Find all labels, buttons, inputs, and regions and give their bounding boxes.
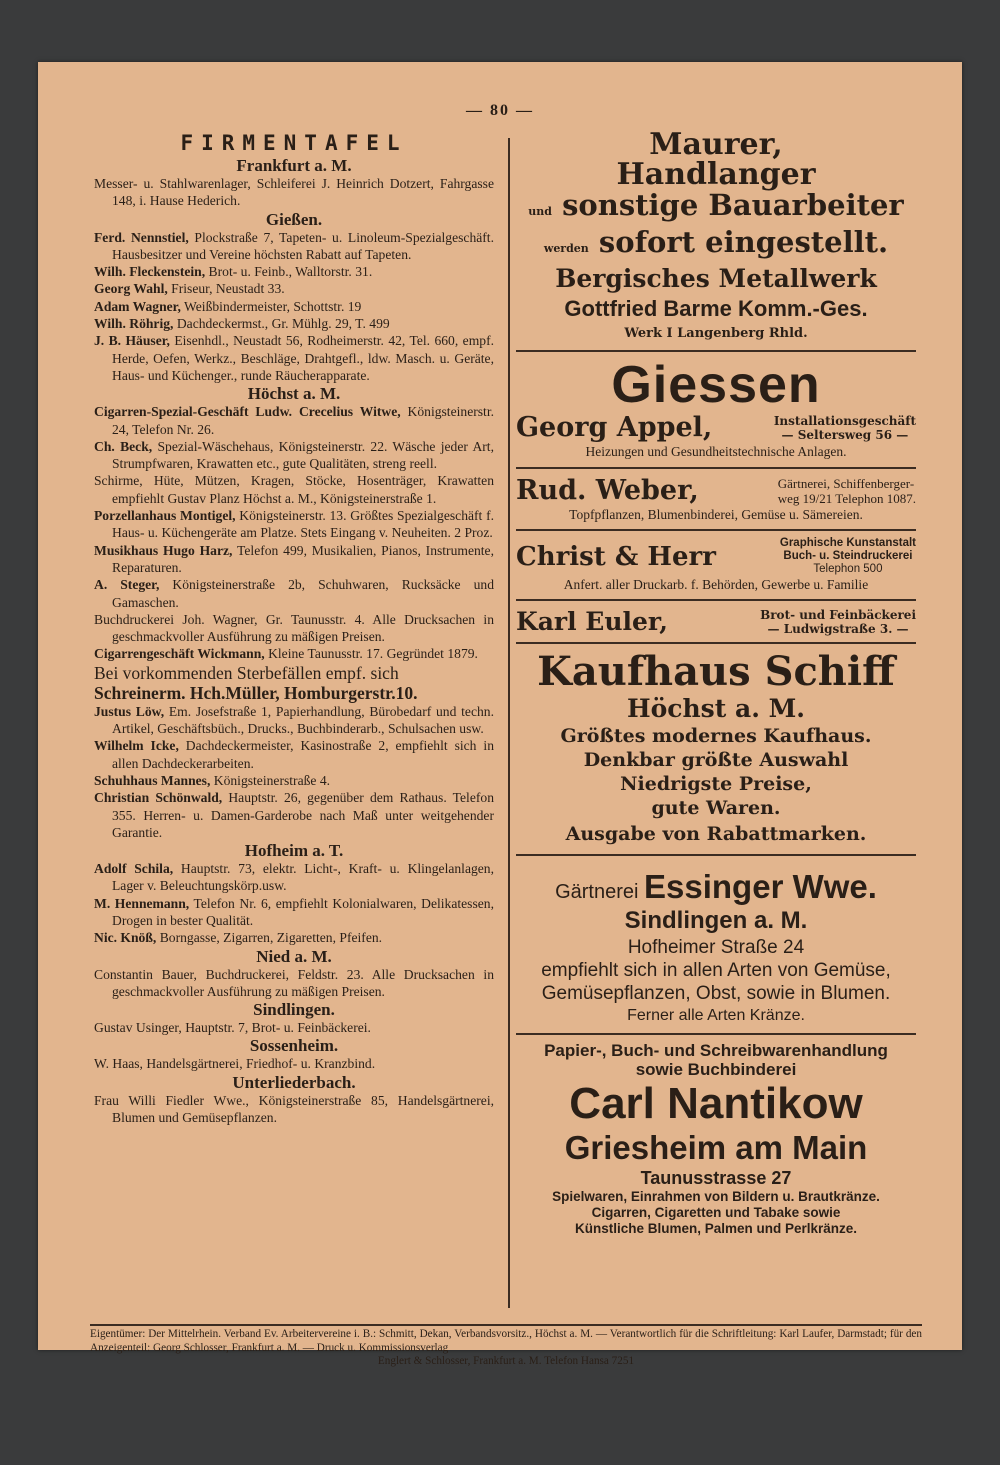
firm-text: Buchdruckerei Joh. Wagner, Gr. Taunusstr. 4. Alle Drucksachen in geschmackvoller Ausführung zu mäßigen Preisen. bbox=[94, 611, 494, 645]
city-heading: Frankfurt a. M. bbox=[236, 156, 352, 175]
ad8-street: Taunusstrasse 27 bbox=[640, 1168, 792, 1188]
imprint-line1: Eigentümer: Der Mittelrhein. Verband Ev. Arbeitervereine i. B.: Schmitt, Dekan, Verbandsvorsitz., Höchst a. M. — Verantwortlich für die Schriftleitung: Karl Laufer, Darmstadt; für den Anzeigenteil: Georg Schlosser, Frankfurt a. M. — Druck u. Kommissionsverlag bbox=[90, 1328, 922, 1354]
ad-karl-euler bbox=[516, 607, 916, 636]
separator bbox=[516, 1033, 916, 1035]
firm-entry bbox=[94, 263, 494, 280]
firm-name: Adam Wagner, bbox=[94, 298, 181, 314]
ad7-line6: Ferner alle Arten Kränze. bbox=[627, 1007, 805, 1024]
firm-text: Weißbindermeister, Schottstr. 19 bbox=[180, 298, 362, 314]
ad2-line: Heizungen und Gesundheitstechnische Anlagen. bbox=[585, 444, 847, 459]
separator bbox=[516, 350, 916, 352]
left-sections bbox=[94, 156, 494, 663]
ad7-line5: Gemüsepflanzen, Obst, sowie in Blumen. bbox=[541, 983, 891, 1004]
firm-text: Königsteinerstr. 13. Größtes Spezialgeschäft f. Haus- u. Küchengeräte am Platze. Stets Eingang v. Neuheiten. 2 Proz. bbox=[112, 508, 494, 541]
ad6-line5: Ausgabe von Rabattmarken. bbox=[565, 823, 867, 845]
ad8-name: Carl Nantikow bbox=[569, 1079, 863, 1128]
ad7-name: Essinger Wwe. bbox=[644, 868, 877, 905]
ad6-line2: Denkbar größte Auswahl bbox=[583, 749, 849, 771]
firm-text: Dachdeckermeister, Kasinostraße 2, empfiehlt sich in allen Dachdeckerarbeiten. bbox=[112, 738, 494, 771]
firm-text: Friseur, Neustadt 33. bbox=[167, 281, 285, 297]
firm-entry bbox=[94, 1055, 494, 1072]
ads-column bbox=[516, 127, 916, 1237]
ad1-line4: sofort eingestellt. bbox=[598, 225, 889, 259]
city-heading: Sossenheim. bbox=[249, 1036, 339, 1056]
firm-entry bbox=[94, 860, 494, 895]
column-divider bbox=[508, 138, 510, 1308]
firm-name: Christian Schönwald, bbox=[94, 790, 223, 806]
firm-name: Cigarren-Spezial-Geschäft Ludw. Crecelius Witwe, bbox=[94, 404, 401, 420]
firm-entry bbox=[94, 1019, 494, 1036]
ad6-city: Höchst a. M. bbox=[626, 694, 805, 723]
firm-entry bbox=[94, 966, 494, 1001]
sterbefaelle-ad bbox=[94, 663, 494, 703]
firm-text: Messer- u. Stahlwarenlager, Schleiferei J. Heinrich Dotzert, Fahrgasse 148, i. Hause Hederich. bbox=[94, 176, 494, 209]
firm-entry bbox=[94, 645, 494, 662]
firm-text: W. Haas, Handelsgärtnerei, Friedhof- u. Kranzbind. bbox=[94, 1056, 376, 1072]
firm-name: Porzellanhaus Montigel, bbox=[94, 508, 236, 524]
ad1-line3: sonstige Bauarbeiter bbox=[562, 188, 904, 222]
imprint-footer bbox=[90, 1324, 922, 1369]
firm-entry bbox=[94, 403, 494, 438]
firm-entry bbox=[94, 438, 494, 473]
firm-text: Brot- u. Feinb., Walltorstr. 31. bbox=[205, 264, 373, 280]
firm-name: Cigarrengeschäft Wickmann, bbox=[94, 646, 265, 662]
ad6-name: Kaufhaus Schiff bbox=[537, 648, 895, 695]
firm-name: M. Hennemann, bbox=[94, 895, 190, 911]
ad1-line7: Werk I Langenberg Rhld. bbox=[624, 326, 808, 341]
left-sections-2 bbox=[94, 841, 494, 1126]
firm-entry bbox=[94, 280, 494, 297]
ad2-name: Georg Appel, bbox=[516, 412, 713, 443]
firm-entry bbox=[94, 507, 494, 542]
ad5-name: Karl Euler, bbox=[516, 607, 668, 636]
firm-entry bbox=[94, 229, 494, 264]
ad2-city: Giessen bbox=[611, 356, 821, 414]
ad2-street: — Seltersweg 56 — bbox=[781, 427, 909, 442]
city-heading: Sindlingen. bbox=[253, 1000, 335, 1020]
ad8-line5: Künstliche Blumen, Palmen und Perlkränze. bbox=[574, 1221, 858, 1236]
firm-name: Justus Löw, bbox=[94, 703, 165, 719]
firm-text: Hauptstr. 73, elektr. Licht-, Kraft- u. Klingelanlagen, Lager v. Beleuchtungskörp.usw. bbox=[112, 861, 495, 894]
firm-text: Kleine Taunusstr. 17. Gegründet 1879. bbox=[264, 646, 478, 662]
firm-text: Em. Josefstraße 1, Papierhandlung, Bürobedarf und techn. Artikel, Geschäftsbüch., Drucks., Buchbinderarb., Schulsachen usw. bbox=[112, 703, 494, 737]
firm-entry bbox=[94, 298, 494, 315]
firm-name: Musikhaus Hugo Harz, bbox=[94, 542, 233, 558]
ad3-line: Topfpflanzen, Blumenbinderei, Gemüse u. Sämereien. bbox=[569, 507, 863, 522]
ad4-line: Anfert. aller Druckarb. f. Behörden, Gewerbe u. Familie bbox=[563, 577, 869, 592]
ad-georg-appel bbox=[516, 358, 916, 461]
ad1-werden: werden bbox=[543, 242, 589, 255]
firm-text: Plockstraße 7, Tapeten- u. Linoleum-Spezialgeschäft. Hausbesitzer und Vereine höchsten Rabatt auf Tapeten. bbox=[112, 229, 494, 262]
city-heading: Hofheim a. T. bbox=[244, 841, 344, 861]
ad5-street: — Ludwigstraße 3. — bbox=[767, 621, 909, 636]
ad8-line2: sowie Buchbinderei bbox=[635, 1060, 797, 1079]
ad-rud-weber bbox=[516, 475, 916, 523]
firmentafel-column bbox=[94, 130, 494, 1126]
firm-text: Constantin Bauer, Buchdruckerei, Feldstr. 23. Alle Drucksachen in geschmackvoller Ausführung zu mäßigen Preisen. bbox=[94, 966, 494, 999]
firm-text: Dachdeckermst., Gr. Mühlg. 29, T. 499 bbox=[173, 316, 390, 332]
city-heading: Höchst a. M. bbox=[247, 384, 341, 404]
sterbefaelle-line2: Schreinerm. Hch.Müller, Homburgerstr.10. bbox=[94, 682, 418, 703]
firm-name: Nic. Knöß, bbox=[94, 930, 157, 946]
firm-entry bbox=[94, 737, 494, 772]
firm-entry bbox=[94, 772, 494, 789]
firm-entry bbox=[94, 895, 494, 930]
ad7-line4: empfiehlt sich in allen Arten von Gemüse, bbox=[541, 960, 891, 981]
firm-text: Frau Willi Fiedler Wwe., Königsteinerstraße 85, Handelsgärtnerei, Blumen und Gemüsepflanzen. bbox=[94, 1092, 494, 1126]
firm-entry bbox=[94, 576, 494, 611]
firm-name: Adolf Schila, bbox=[94, 861, 174, 877]
firm-text: Schirme, Hüte, Mützen, Kragen, Stöcke, Hosenträger, Krawatten empfiehlt Gustav Planz Höchst a. M., Königsteinerstraße 1. bbox=[94, 473, 494, 506]
ad-carl-nantikow bbox=[516, 1041, 916, 1237]
firm-text: Spezial-Wäschehaus, Königsteinerstr. 22. Wäsche jeder Art, Strumpfwaren, Krawatten etc., gute Qualitäten, streng reell. bbox=[112, 438, 494, 472]
separator bbox=[516, 599, 916, 601]
firm-text: Hauptstr. 26, gegenüber dem Rathaus. Telefon 355. Herren- u. Damen-Garderobe nach Maß unter weitgehender Garantie. bbox=[112, 790, 494, 840]
firm-name: Wilhelm Icke, bbox=[94, 738, 179, 754]
city-heading: Nied a. M. bbox=[256, 946, 332, 966]
firm-name: Wilh. Fleckenstein, bbox=[94, 264, 206, 280]
imprint-line2: Englert & Schlosser, Frankfurt a. M. Telefon Hansa 7251 bbox=[377, 1355, 635, 1368]
ad8-line1: Papier-, Buch- und Schreibwarenhandlung bbox=[544, 1041, 888, 1060]
ad8-line3: Spielwaren, Einrahmen von Bildern u. Brautkränze. bbox=[552, 1189, 880, 1204]
separator bbox=[516, 854, 916, 856]
ad3-name: Rud. Weber, bbox=[516, 475, 699, 506]
firmentafel-title: FIRMENTAFEL bbox=[180, 131, 408, 155]
firm-name: Schuhhaus Mannes, bbox=[94, 772, 211, 788]
firm-entry bbox=[94, 332, 494, 384]
ad4-s2: Buch- u. Steindruckerei bbox=[783, 550, 913, 562]
ad-bergisches-metallwerk bbox=[516, 127, 916, 344]
firm-entry bbox=[94, 929, 494, 946]
ad6-line3: Niedrigste Preise, bbox=[620, 773, 812, 795]
firm-name: J. B. Häuser, bbox=[94, 333, 170, 349]
ad1-line6: Gottfried Barme Komm.-Ges. bbox=[564, 296, 868, 321]
ad1-line5: Bergisches Metallwerk bbox=[555, 264, 877, 293]
ad7-street: Hofheimer Straße 24 bbox=[627, 937, 805, 958]
firm-entry bbox=[94, 315, 494, 332]
city-heading: Gießen. bbox=[265, 209, 323, 229]
page-number: — 80 — bbox=[466, 102, 534, 119]
firm-entry bbox=[94, 472, 494, 507]
firm-text: Königsteinerstraße 4. bbox=[210, 772, 331, 788]
ad-kaufhaus-schiff bbox=[516, 650, 916, 848]
ad-christ-herr bbox=[516, 537, 916, 593]
ad5-trade: Brot- und Feinbäckerei bbox=[760, 607, 916, 622]
sterbefaelle-line1: Bei vorkommenden Sterbefällen empf. sich bbox=[94, 662, 399, 683]
ad6-line1: Größtes modernes Kaufhaus. bbox=[560, 725, 872, 747]
firm-entry bbox=[94, 1092, 494, 1127]
ad1-und: und bbox=[528, 205, 552, 218]
ad7-city: Sindlingen a. M. bbox=[624, 907, 808, 934]
firm-entry bbox=[94, 611, 494, 646]
separator bbox=[516, 467, 916, 469]
ad4-name: Christ & Herr bbox=[516, 541, 716, 572]
firm-entry bbox=[94, 789, 494, 841]
firm-text: Borngasse, Zigarren, Zigaretten, Pfeifen. bbox=[156, 930, 383, 946]
firm-text: Gustav Usinger, Hauptstr. 7, Brot- u. Feinbäckerei. bbox=[94, 1020, 371, 1036]
ad3-addr2: weg 19/21 Telephon 1087. bbox=[777, 490, 916, 506]
separator bbox=[516, 642, 916, 644]
firm-text: Königsteinerstr. 24, Telefon Nr. 26. bbox=[112, 404, 494, 437]
ad8-line4: Cigarren, Cigaretten und Tabake sowie bbox=[591, 1205, 841, 1220]
separator bbox=[516, 529, 916, 531]
ad1-line2: Handlanger bbox=[616, 157, 816, 192]
firm-name: A. Steger, bbox=[94, 577, 160, 593]
ad-essinger bbox=[516, 862, 916, 1027]
firm-name: Ch. Beck, bbox=[94, 438, 153, 454]
left-more-entries bbox=[94, 703, 494, 841]
ad4-s1: Graphische Kunstanstalt bbox=[779, 537, 916, 549]
ad7-gaertnerei: Gärtnerei bbox=[555, 881, 639, 903]
firm-name: Wilh. Röhrig, bbox=[94, 316, 174, 332]
ad2-trade: Installationsgeschäft bbox=[773, 413, 916, 428]
firm-text: Telefon 499, Musikalien, Pianos, Instrumente, Reparaturen. bbox=[112, 542, 494, 575]
firm-entry bbox=[94, 175, 494, 210]
ad3-addr1: Gärtnerei, Schiffenberger- bbox=[777, 475, 915, 491]
firm-entry bbox=[94, 542, 494, 577]
city-heading: Unterliederbach. bbox=[232, 1072, 356, 1092]
newspaper-page bbox=[38, 62, 962, 1368]
firm-text: Königsteinerstraße 2b, Schuhwaren, Rucksäcke und Gamaschen. bbox=[112, 577, 494, 610]
firm-entry bbox=[94, 703, 494, 738]
ad4-s3: Telephon 500 bbox=[813, 563, 883, 575]
ad1-line1: Maurer, bbox=[649, 127, 783, 162]
ad6-line4: gute Waren. bbox=[651, 797, 781, 819]
firm-name: Ferd. Nennstiel, bbox=[94, 229, 189, 245]
firm-name: Georg Wahl, bbox=[94, 281, 168, 297]
firm-text: Telefon Nr. 6, empfiehlt Kolonialwaren, Delikatessen, Drogen in bester Qualität. bbox=[112, 895, 494, 928]
firm-text: Eisenhdl., Neustadt 56, Rodheimerstr. 42, Tel. 660, empf. Herde, Oefen, Werkz., Beschläge, Drahtgefl., ldw. Masch. u. Geräte, Haus- und Küchenger., runde Räucherapparate. bbox=[112, 333, 494, 383]
ad8-city: Griesheim am Main bbox=[564, 1129, 868, 1166]
